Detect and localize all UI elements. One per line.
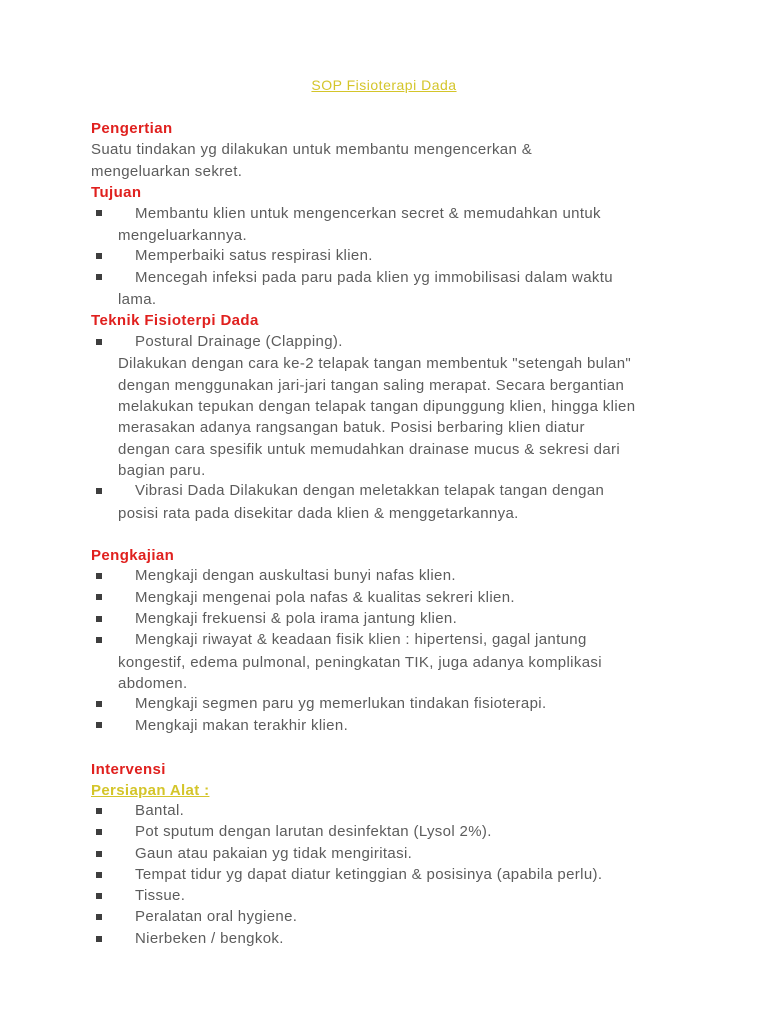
heading-teknik-fisioterapi: Teknik Fisioterpi Dada	[91, 312, 259, 329]
heading-intervensi: Intervensi	[91, 761, 166, 778]
document-title: SOP Fisioterapi Dada	[311, 77, 457, 93]
pengertian-line: mengeluarkan sekret.	[91, 163, 243, 180]
list-item: Pot sputum dengan larutan desinfektan (Lysol 2%).	[135, 823, 492, 840]
list-item: Tempat tidur yg dapat diatur ketinggian & posisinya (apabila perlu).	[135, 866, 603, 883]
list-item: Nierbeken / bengkok.	[135, 930, 284, 947]
list-item: Mengkaji makan terakhir klien.	[135, 717, 349, 734]
pengertian-line: Suatu tindakan yg dilakukan untuk membantu mengencerkan &	[91, 141, 533, 158]
bullet-icon	[96, 936, 102, 942]
bullet-icon	[96, 829, 102, 835]
list-item-continuation: posisi rata pada disekitar dada klien & menggetarkannya.	[118, 505, 519, 522]
bullet-icon	[96, 701, 102, 707]
list-item-continuation: mengeluarkannya.	[118, 227, 248, 244]
paragraph-line: bagian paru.	[118, 462, 206, 479]
heading-pengertian: Pengertian	[91, 120, 173, 137]
paragraph-line: dengan menggunakan jari-jari tangan saling merapat. Secara bergantian	[118, 377, 625, 394]
paragraph-line: melakukan tepukan dengan telapak tangan dipunggung klien, hingga klien	[118, 398, 636, 415]
list-item-continuation: abdomen.	[118, 675, 188, 692]
bullet-icon	[96, 573, 102, 579]
list-item: Tissue.	[135, 887, 186, 904]
bullet-icon	[96, 274, 102, 280]
list-item-continuation: kongestif, edema pulmonal, peningkatan TIK, juga adanya komplikasi	[118, 654, 602, 671]
list-item: Peralatan oral hygiene.	[135, 908, 298, 925]
bullet-icon	[96, 594, 102, 600]
list-item: Mengkaji segmen paru yg memerlukan tindakan fisioterapi.	[135, 695, 547, 712]
heading-pengkajian: Pengkajian	[91, 547, 175, 564]
bullet-icon	[96, 872, 102, 878]
bullet-icon	[96, 808, 102, 814]
list-item: Mengkaji frekuensi & pola irama jantung klien.	[135, 610, 458, 627]
list-item: Mencegah infeksi pada paru pada klien yg immobilisasi dalam waktu	[135, 269, 613, 286]
bullet-icon	[96, 210, 102, 216]
paragraph-line: dengan cara spesifik untuk memudahkan drainase mucus & sekresi dari	[118, 441, 621, 458]
bullet-icon	[96, 339, 102, 345]
heading-tujuan: Tujuan	[91, 184, 142, 201]
list-item: Mengkaji riwayat & keadaan fisik klien : hipertensi, gagal jantung	[135, 631, 587, 648]
list-item: Vibrasi Dada Dilakukan dengan meletakkan telapak tangan dengan	[135, 482, 605, 499]
paragraph-line: Dilakukan dengan cara ke-2 telapak tangan membentuk "setengah bulan"	[118, 355, 632, 372]
list-item: Gaun atau pakaian yg tidak mengiritasi.	[135, 845, 413, 862]
list-item: Bantal.	[135, 802, 185, 819]
bullet-icon	[96, 893, 102, 899]
bullet-icon	[96, 722, 102, 728]
bullet-icon	[96, 488, 102, 494]
list-item: Memperbaiki satus respirasi klien.	[135, 247, 373, 264]
bullet-icon	[96, 914, 102, 920]
list-item: Mengkaji dengan auskultasi bunyi nafas klien.	[135, 567, 456, 584]
bullet-icon	[96, 253, 102, 259]
list-item: Mengkaji mengenai pola nafas & kualitas sekreri klien.	[135, 589, 515, 606]
bullet-icon	[96, 616, 102, 622]
list-item: Postural Drainage (Clapping).	[135, 333, 343, 350]
bullet-icon	[96, 851, 102, 857]
subheading-persiapan-alat: Persiapan Alat :	[91, 782, 210, 799]
paragraph-line: merasakan adanya rangsangan batuk. Posisi berbaring klien diatur	[118, 419, 585, 436]
list-item: Membantu klien untuk mengencerkan secret & memudahkan untuk	[135, 205, 601, 222]
bullet-icon	[96, 637, 102, 643]
list-item-continuation: lama.	[118, 291, 157, 308]
